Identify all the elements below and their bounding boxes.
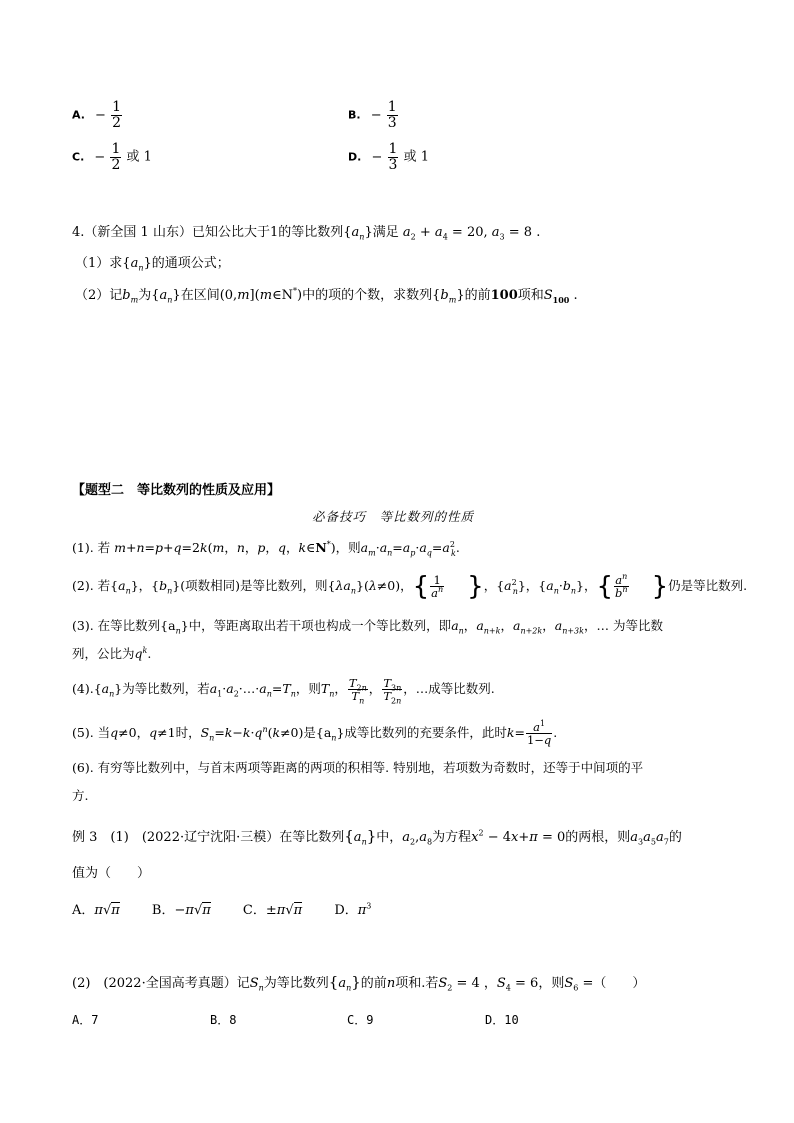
example-3-part-2-text-3: 的前 (360, 976, 387, 991)
q4-stem: 4.（新全国 1 山东）已知公比大于1的等比数列$\{a_n\}$满足 $a_2 + a_4 = 20$, $a_3 = 8$ . (72, 225, 541, 242)
property-5: (5). 当q≠0，q≠1时，$S_n=k-k\cdot q^n(k\ne 0)$是$\{a_n\}$成等比数列的充要条件，此时k= $\frac{a^1}{1-q}$ . (72, 719, 558, 748)
option-c-numerator: 1 (111, 141, 121, 157)
example-3-option-d: D．$\pi^3$ (334, 901, 372, 918)
option-a (72, 100, 123, 130)
example-3-part-2-text-4: 项和.若 (395, 976, 439, 991)
property-5-text: (5). 当 (72, 725, 111, 741)
option-c-suffix: 或 1 (126, 149, 152, 165)
option-c-denominator: 2 (111, 156, 121, 173)
example-3-line-2: 值为（ ） (72, 866, 151, 881)
q4-stem-eq2: = 8 . (508, 225, 541, 240)
example-3-text-4: 的两根，则 (565, 830, 631, 845)
option-c-letter: C. (72, 150, 85, 164)
option-a-minus: − (95, 107, 106, 123)
example-3-option-c: C．±π√π (242, 903, 303, 918)
property-5-text-3: 是{a (303, 725, 332, 741)
option-c (72, 142, 152, 172)
q4-sub1-text-2: 的通项公式； (151, 256, 230, 271)
option-c-minus: − (94, 149, 106, 165)
example-3-text-5: 的 (668, 830, 682, 845)
option-c-fraction (110, 142, 121, 172)
property-3-line-1: (3). 在等比数列$\{a_n\}$中，等距离取出若干项也构成一个等比数列，即$a_n$，$a_{n+k}$，$a_{n+2k}$，$a_{n+3k}$，… 为等比数 (72, 618, 663, 636)
example-3-part-2-option-b-value: 8 (229, 1013, 237, 1027)
example-3-part-2-option-d (485, 1011, 519, 1028)
q4-stem-text: 4.（新全国 1 山东）已知公比大于 (72, 225, 270, 240)
option-b (348, 100, 399, 130)
skill-title: 必备技巧 等比数列的性质 (312, 509, 475, 524)
q4-sub2-text-4: 中的项的个数，求数列 (302, 288, 433, 303)
property-4-text-2: 为等比数列，若 (122, 681, 210, 697)
example-3-part-2-option-a (72, 1011, 98, 1028)
q4-sub2: （2）记$b_m$为$\{a_n\}$在区间(0,m](m∈N*)中的项的个数，求数列$\{b_m\}$的前100项和$S_{100}$ . (75, 286, 578, 305)
property-4-text-3: ，则 (295, 681, 321, 697)
example-3-text-3: 为方程 (432, 830, 472, 845)
example-3-option-b: B．−π√π (151, 903, 211, 918)
property-5-text-2: 时， (175, 725, 201, 741)
example-3-option-a: A．π√π (72, 903, 120, 918)
property-3-line-2-text: 列，公比为 (72, 646, 135, 661)
option-b-letter: B. (348, 108, 361, 122)
property-3-text-2: }中，等距离取出若干项也构成一个等比数列，即 (180, 618, 452, 633)
example-3-part-2-option-d-value: 10 (504, 1013, 519, 1027)
property-1: (1). 若 m+n=p+q=2k(m，n，p，q，k∈N*)，则$a_m\cdot a_n=a_p\cdot a_q=a^2_k$. (72, 539, 460, 558)
example-3-option-c-letter: C． (242, 903, 266, 918)
option-a-denominator: 2 (112, 114, 122, 131)
example-3-part-2-option-a-value: 7 (91, 1013, 99, 1027)
property-3-text-3: ，… 为等比数 (584, 618, 663, 633)
option-d-suffix: 或 1 (403, 149, 429, 165)
option-d-fraction (388, 142, 399, 172)
property-6-line-2: 方. (72, 788, 89, 803)
property-2: (2). 若$\{a_n\}$，$\{b_n\}$(项数相同)是等比数列，则$\{\lambda a_n\}(\lambda\ne 0)$，{ $\frac{1}{a^n}$ }，$\{a^2_n\}$，$\{a_n\cdot b_n\}$，{ $\frac{a^n}{b^n}$ }仍是等比数列. (72, 571, 748, 602)
example-3-options (72, 899, 371, 918)
property-2-text: (2). 若 (72, 578, 111, 594)
example-3-text: 例 3 (1) (2022·辽宁沈阳·三模）在等比数列 (72, 830, 345, 845)
option-b-numerator: 1 (387, 99, 397, 115)
q4-stem-eq: = 20, (451, 225, 488, 240)
q4-sub2-hundred: 100 (490, 288, 518, 303)
q4-sub1: （1）求$\{a_n\}$的通项公式； (75, 256, 230, 273)
example-3-part-2-text: (2) (2022·全国高考真题）记 (72, 976, 250, 991)
option-d-denominator: 3 (388, 156, 398, 173)
property-1-text-2: ，则 (335, 540, 361, 555)
option-d-minus: − (371, 149, 383, 165)
property-1-text: (1). 若 (72, 540, 111, 555)
option-a-numerator: 1 (112, 99, 122, 115)
q4-stem-text-3: 满足 (372, 225, 399, 240)
property-5-text-4: }成等比数列的充要条件，此时 (336, 725, 507, 741)
example-3-part-2-option-d-letter: D． (485, 1013, 505, 1027)
property-4: $(4).\{a_n\}$为等比数列，若$a_1\cdot a_2\cdot\dots\cdot a_n=T_n$，则$T_n$， $\frac{T_{2n}}{T_n}$ ， $\frac{T_{3n}}{T_{2n}}$ ，…成等比数列. (72, 676, 495, 706)
example-3-part-2-option-c-value: 9 (366, 1013, 374, 1027)
example-3-part-2-option-a-letter: A． (72, 1013, 92, 1027)
q4-stem-text-2: 的等比数列 (278, 225, 344, 240)
example-3-part-2-text-6: （ ） (593, 976, 646, 991)
q4-sub1-text: （1）求 (75, 256, 123, 271)
example-3-part-2-option-c (347, 1011, 373, 1028)
example-3-part-2-text-2: 为等比数列 (263, 976, 329, 991)
option-b-fraction (387, 100, 398, 130)
example-3-line-1: 例 3 (1) (2022·辽宁沈阳·三模）在等比数列$\{a_n\}$中，$a_2,a_8$为方程$x^2 - 4x+\pi = 0$的两根，则$a_3a_5a_7$的 (72, 827, 682, 847)
property-3-line-2: 列，公比为$q^k$. (72, 645, 152, 661)
option-a-fraction (111, 100, 122, 130)
option-d (348, 142, 429, 172)
example-3-part-2-option-c-letter: C． (347, 1013, 367, 1027)
q4-sub2-text-2: 为 (138, 288, 152, 303)
q4-sub2-text: （2）记 (75, 288, 123, 303)
example-3-option-a-letter: A． (72, 903, 95, 918)
section-heading: 【题型二 等比数列的性质及应用】 (72, 483, 281, 498)
option-b-denominator: 3 (387, 114, 397, 131)
example-3-part-2-option-b-letter: B． (210, 1013, 230, 1027)
option-b-minus: − (370, 107, 382, 123)
example-3-option-b-letter: B． (151, 903, 175, 918)
q4-sub2-text-6: 项和 (517, 288, 544, 303)
option-a-letter: A. (72, 108, 85, 122)
example-3-part-2: (2) (2022·全国高考真题）记$S_n$为等比数列$\{a_n\}$的前n项和.若$S_2 = 4$ ，$S_4 = 6$，则$S_6$ =（ ） (72, 973, 646, 993)
option-d-letter: D. (348, 150, 362, 164)
property-6-line-1: (6). 有穷等比数列中，与首末两项等距离的两项的积相等. 特别地，若项数为奇数时，还等于中间项的平 (72, 760, 644, 775)
q4-sub2-text-3: 在区间 (180, 288, 220, 303)
property-4-text-4: ，…成等比数列. (403, 681, 495, 697)
example-3-text-2: 中， (376, 830, 403, 845)
q4-sub2-text-5: 的前 (464, 288, 491, 303)
property-2-text-2: (项数相同)是等比数列，则 (180, 578, 328, 594)
example-3-part-2-text-5: ，则 (538, 976, 565, 991)
property-2-text-3: 仍是等比数列. (668, 578, 748, 594)
example-3-option-d-letter: D． (334, 903, 358, 918)
q4-sub2-period: . (569, 288, 578, 303)
q4-stem-one: 1 (269, 225, 279, 240)
option-d-numerator: 1 (388, 141, 398, 157)
example-3-part-2-option-b (210, 1011, 236, 1028)
property-4-text: (4). (72, 681, 94, 697)
property-3-text: (3). 在等比数列{a (72, 618, 176, 633)
